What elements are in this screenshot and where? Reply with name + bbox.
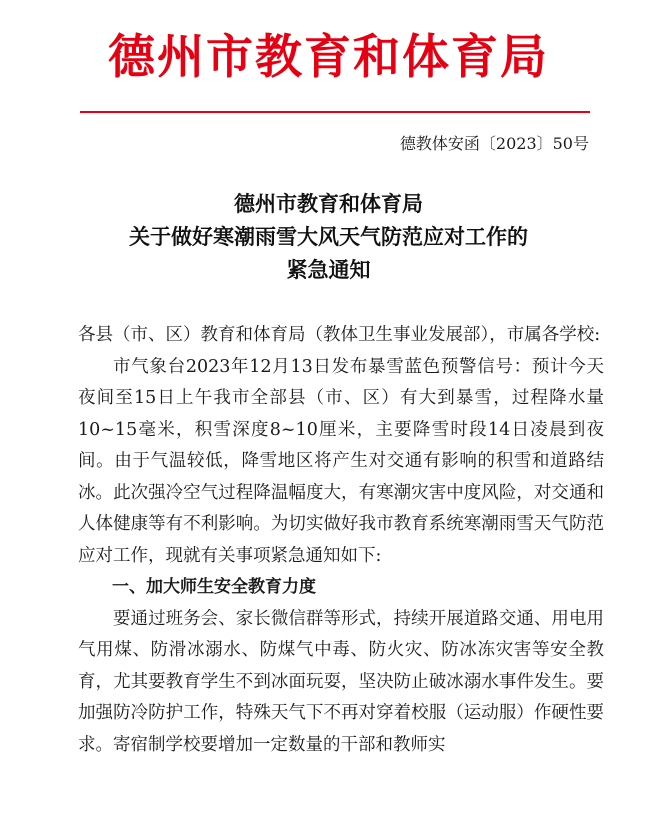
document-number: 德教体安函〔2023〕50号 (399, 134, 589, 153)
title-line-1: 德州市教育和体育局 (234, 191, 423, 216)
paragraph-1: 市气象台2023年12月13日发布暴雪蓝色预警信号：预计今天夜间至15日上午我市全部县（市、区）有大到暴雪，过程降水量10~15毫米，积雪深度8~10厘米，主要降雪时段14日凌晨到夜间。由于气温较低，降雪地区将产生对交通有影响的积雪和道路结冰。此次强冷空气过程降温幅度大，有寒潮灾害中度风险，对交通和人体健康等有不利影响。为切实做好我市教育系统寒潮雨雪天气防范应对工作，现就有关事项紧急通知如下: (78, 356, 604, 566)
masthead-org-name: 德州市教育和体育局 (108, 30, 549, 85)
masthead-red-rule (80, 111, 590, 113)
document-title (0, 187, 657, 286)
section-1-text: 要通过班务会、家长微信群等形式，持续开展道路交通、用电用气用煤、防滑冰溺水、防煤气中毒、防火灾、防冰冻灾害等安全教育，尤其要教育学生不到冰面玩耍，坚决防止破冰溺水事件发生。要加强防冷防护工作，特殊天气下不再对穿着校服（运动服）作硬性要求。寄宿制学校要增加一定数量的干部和教师实 (78, 608, 604, 755)
title-line-3: 紧急通知 (286, 257, 371, 282)
document-body (78, 320, 604, 761)
section-1-heading: 一、加大师生安全教育力度 (112, 577, 316, 597)
title-line-2: 关于做好寒潮雨雪大风天气防范应对工作的 (129, 224, 528, 249)
salutation: 各县（市、区）教育和体育局（教体卫生事业发展部），市属各学校: (78, 325, 601, 345)
